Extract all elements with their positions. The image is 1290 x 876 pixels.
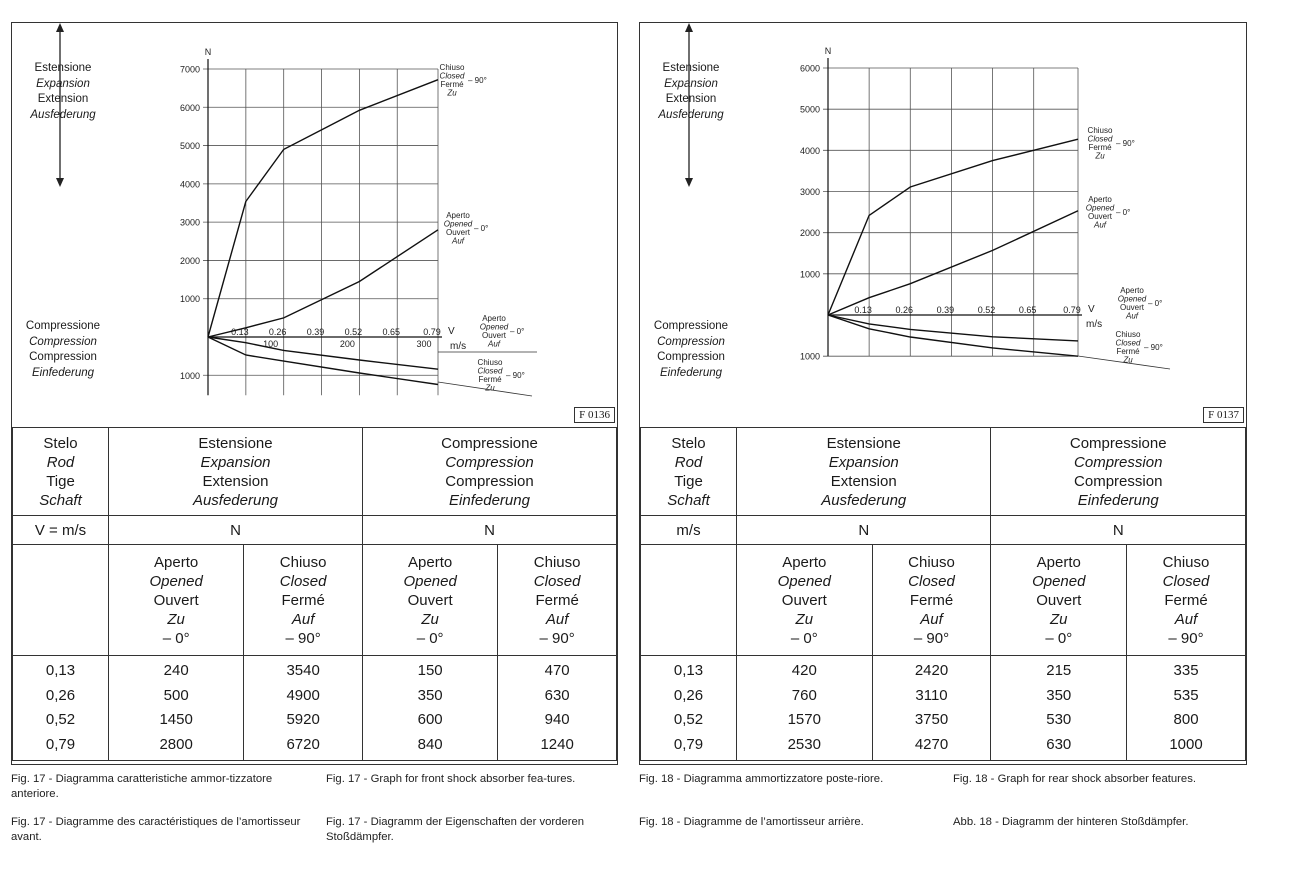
cell: 0,79 (673, 735, 704, 753)
opened-fr: Ouvert (1036, 591, 1082, 609)
exp-closed-column (872, 656, 991, 761)
y-tick-label: 1000 (799, 269, 820, 280)
label-opened-top-text: Ouvert (1087, 212, 1113, 221)
x2-tick-label: 100 (263, 339, 279, 349)
compression-de: Einfederung (1077, 491, 1159, 509)
closed-subheader (1127, 545, 1246, 656)
cell: 0,13 (45, 662, 76, 679)
cell: 1000 (1169, 735, 1203, 753)
closed-it: Chiuso (908, 553, 955, 571)
rod-fr: Tige (46, 472, 75, 490)
cell: 4900 (286, 686, 320, 704)
closed-subheader (872, 545, 991, 656)
opened-en: Opened (149, 572, 203, 590)
side-label-it: Estensione (34, 62, 92, 74)
rear-chart-area (640, 23, 1246, 427)
rod-en: Rod (674, 453, 703, 471)
opened-fr: Ouvert (407, 591, 453, 609)
x-tick-label: 0.52 (977, 305, 996, 315)
opened-subheader (737, 545, 873, 656)
label-opened-bot-text: Ouvert (481, 331, 507, 340)
rear-shock-panel (639, 22, 1247, 765)
speed-column (641, 656, 737, 761)
label-opened-top-text: Auf (451, 236, 465, 246)
label-closed-bot-text: Fermé (478, 375, 502, 384)
label-opened-bot-text: Opened (479, 322, 509, 332)
label-opened-top-angle: – 0° (1116, 208, 1131, 217)
closed-fr: Fermé (1164, 591, 1208, 609)
cell: 630 (544, 686, 570, 704)
label-closed-top-text: Closed (439, 71, 465, 81)
expansion-header (109, 428, 363, 516)
cell: 0,26 (673, 686, 704, 704)
cell: 840 (417, 735, 443, 753)
series-line-3 (208, 337, 438, 385)
side-label-it: Compressione (25, 320, 101, 332)
closed-angle: – 90° (913, 629, 950, 647)
double-arrow-icon (55, 23, 65, 187)
y-tick-label: 3000 (179, 217, 200, 228)
compression-en: Compression (1074, 453, 1163, 471)
closed-it: Chiuso (533, 553, 581, 571)
opened-de: Zu (421, 610, 439, 628)
x-tick-label: 0.79 (423, 327, 441, 337)
x-tick-label: 0.65 (382, 327, 401, 337)
compression-side-label (8, 319, 118, 381)
closed-de: Auf (545, 610, 569, 628)
label-opened-top-text: Aperto (1088, 195, 1112, 204)
label-closed-top-text: Fermé (1088, 143, 1112, 152)
closed-it: Chiuso (1162, 553, 1210, 571)
compression-en: Compression (445, 453, 534, 471)
label-closed-bot-text: Zu (1123, 355, 1133, 365)
label-closed-top-text: Zu (447, 88, 457, 98)
opened-en: Opened (403, 572, 457, 590)
label-closed-bot-angle: – 90° (506, 371, 525, 380)
rod-header (641, 428, 737, 516)
rod-it: Stelo (671, 434, 706, 452)
x-tick-label: 0.65 (1018, 305, 1037, 315)
expansion-de: Ausfederung (192, 491, 279, 509)
cell: 940 (544, 711, 570, 728)
caption-de: Fig. 17 - Diagramm der Eigenschaften der vorderen Stoßdämpfer. (326, 816, 585, 843)
closed-subheader (498, 545, 617, 656)
rod-it: Stelo (43, 434, 78, 452)
cell: 215 (1046, 662, 1072, 679)
comp-closed-column (1127, 656, 1246, 761)
caption-it: Fig. 17 - Diagramma caratteristiche ammor-tizzatore anteriore. (11, 773, 273, 800)
side-label-en: Expansion (36, 77, 90, 90)
cell: 240 (163, 662, 189, 679)
opened-fr: Ouvert (781, 591, 827, 609)
caption-fr: Fig. 18 - Diagramme de l’amortisseur arrière. (639, 816, 864, 828)
opened-de: Zu (1050, 610, 1068, 628)
figure-code: F 0136 (574, 407, 615, 423)
label-closed-bot-angle: – 90° (1144, 343, 1163, 352)
closed-fr: Fermé (909, 591, 954, 609)
compression-fr: Compression (445, 472, 534, 490)
closed-subheader (244, 545, 363, 656)
caption-en: Fig. 18 - Graph for rear shock absorber features. (953, 773, 1196, 785)
label-opened-top-text: Ouvert (445, 228, 471, 237)
cell: 0,52 (673, 711, 704, 728)
label-opened-bot-text: Ouvert (1119, 303, 1145, 312)
label-closed-bot-text: Chiuso (477, 358, 503, 367)
rod-de: Schaft (39, 491, 82, 509)
opened-angle: – 0° (1045, 629, 1073, 647)
expansion-fr: Extension (202, 472, 269, 490)
series-line-1 (828, 211, 1078, 315)
x-axis-unit: m/s (450, 341, 467, 352)
cell: 3110 (915, 686, 948, 704)
opened-de: Zu (167, 610, 185, 628)
closed-fr: Fermé (535, 591, 579, 609)
cell: 150 (417, 662, 443, 679)
y-tick-label: 1000 (179, 370, 200, 381)
label-opened-bot-text: Aperto (1120, 286, 1144, 295)
compression-it: Compressione (1069, 434, 1167, 452)
cell: 1450 (159, 711, 193, 728)
y-tick-label: 6000 (179, 102, 200, 113)
label-opened-bot-text: Aperto (482, 314, 506, 323)
unit-n: N (737, 516, 991, 545)
cell: 500 (163, 686, 189, 704)
y-tick-label: 4000 (179, 179, 200, 190)
closed-angle: – 90° (539, 629, 575, 647)
side-label-de: Einfederung (31, 366, 95, 379)
cell: 350 (1046, 686, 1072, 704)
x-tick-label: 0.13 (854, 305, 872, 315)
cell: 420 (791, 662, 817, 679)
expansion-en: Expansion (828, 453, 899, 471)
side-label-fr: Compression (29, 351, 97, 363)
opened-it: Aperto (782, 553, 827, 571)
rod-fr: Tige (674, 472, 703, 490)
cell: 3540 (286, 662, 320, 679)
cell: 630 (1046, 735, 1072, 753)
comp-opened-column (362, 656, 497, 761)
rear-data-table (640, 427, 1246, 761)
label-closed-top-text: Chiuso (1087, 126, 1113, 135)
side-label-de: Ausfederung (658, 108, 724, 121)
label-closed-top-angle: – 90° (1116, 139, 1135, 148)
label-opened-top-text: Opened (1085, 203, 1115, 213)
closed-en: Closed (1162, 572, 1210, 590)
cell: 3750 (914, 711, 949, 728)
opened-it: Aperto (408, 553, 453, 571)
label-closed-top-text: Closed (1087, 134, 1113, 144)
caption-fr: Fig. 17 - Diagramme des caractéristiques de l’amortisseur avant. (11, 816, 301, 843)
x-tick-label: 0.39 (306, 327, 325, 337)
cell: 1570 (787, 711, 821, 728)
x2-tick-label: 300 (416, 339, 432, 349)
side-label-de: Ausfederung (30, 108, 96, 121)
y-tick-label: 7000 (179, 64, 200, 75)
compression-de: Einfederung (449, 491, 530, 509)
cell: 0,52 (45, 711, 76, 728)
label-opened-top-text: Aperto (446, 211, 470, 220)
y-tick-label: 2000 (799, 228, 820, 239)
y-tick-label: 5000 (799, 104, 820, 115)
comp-opened-column (991, 656, 1127, 761)
y-axis-label: N (824, 46, 832, 56)
label-closed-bot-text: Closed (1115, 338, 1141, 348)
y-tick-label: 1000 (179, 294, 200, 305)
front-data-table (12, 427, 617, 761)
side-label-en: Expansion (664, 77, 718, 90)
rod-de: Schaft (667, 491, 710, 509)
label-closed-top-text: Fermé (440, 80, 464, 89)
y-axis-label: N (204, 47, 212, 57)
side-label-fr: Extension (37, 93, 89, 105)
cell: 0,13 (673, 662, 704, 679)
x-tick-label: 0.39 (936, 305, 955, 315)
cell: 1240 (540, 735, 574, 753)
cell: 470 (544, 662, 570, 679)
exp-closed-column (244, 656, 363, 761)
opened-subheader (991, 545, 1127, 656)
closed-de: Auf (291, 610, 315, 628)
y-tick-label: 2000 (179, 255, 200, 266)
side-label-fr: Compression (657, 351, 725, 363)
label-closed-bot-text: Closed (477, 366, 503, 376)
unit-n: N (362, 516, 616, 545)
expansion-it: Estensione (826, 434, 901, 452)
y-tick-label: 6000 (799, 63, 820, 74)
cell: 535 (1173, 686, 1199, 704)
series-line-3 (828, 315, 1078, 356)
label-opened-bot-angle: – 0° (510, 327, 525, 336)
opened-angle: – 0° (416, 629, 444, 647)
front-shock-panel (11, 22, 618, 765)
x2-tick-label: 200 (339, 339, 355, 349)
compression-header (362, 428, 616, 516)
x-tick-label: 0.26 (268, 327, 287, 337)
side-label-en: Compression (657, 335, 725, 348)
opened-de: Zu (795, 610, 814, 628)
figure-code: F 0137 (1203, 407, 1244, 423)
comp-closed-column (498, 656, 617, 761)
expansion-header (737, 428, 991, 516)
cell: 800 (1173, 711, 1199, 728)
label-opened-top-angle: – 0° (474, 224, 489, 233)
label-opened-bot-angle: – 0° (1148, 299, 1163, 308)
y-tick-label: 3000 (799, 187, 820, 197)
cell: 4270 (914, 735, 949, 753)
speed-column (13, 656, 109, 761)
cell: 350 (417, 686, 443, 704)
exp-opened-column (109, 656, 244, 761)
exp-opened-column (737, 656, 873, 761)
label-opened-bot-text: Auf (1125, 311, 1139, 321)
cell: 600 (417, 711, 443, 728)
cell: 530 (1046, 711, 1072, 728)
cell: 0,26 (45, 686, 76, 704)
opened-en: Opened (777, 572, 831, 590)
opened-it: Aperto (154, 553, 199, 571)
caption-en: Fig. 17 - Graph for front shock absorber fea-tures. (326, 773, 576, 785)
opened-angle: – 0° (162, 629, 190, 647)
closed-de: Auf (1174, 610, 1198, 628)
unit-n: N (109, 516, 363, 545)
x-tick-label: 0.52 (344, 327, 363, 337)
y-tick-label: 5000 (179, 141, 200, 152)
opened-subheader (362, 545, 497, 656)
unit-label: m/s (641, 516, 737, 545)
expansion-de: Ausfederung (821, 491, 907, 509)
label-closed-bot-text: Fermé (1116, 347, 1140, 356)
label-closed-top-text: Chiuso (439, 63, 465, 72)
opened-subheader (109, 545, 244, 656)
caption-it: Fig. 18 - Diagramma ammortizzatore poste-riore. (639, 773, 884, 785)
label-closed-bot-text: Chiuso (1115, 330, 1141, 339)
closed-angle: – 90° (285, 629, 321, 647)
cell: 6720 (286, 735, 320, 753)
rod-en: Rod (46, 453, 75, 471)
unit-n: N (991, 516, 1246, 545)
closed-de: Auf (920, 610, 943, 628)
label-opened-top-text: Opened (443, 219, 473, 229)
expansion-it: Estensione (198, 434, 273, 452)
closed-en: Closed (908, 572, 955, 590)
side-label-en: Compression (29, 335, 97, 348)
side-label-de: Einfederung (659, 366, 723, 379)
opened-en: Opened (1032, 572, 1086, 590)
closed-angle: – 90° (1168, 629, 1204, 647)
opened-angle: – 0° (790, 629, 818, 647)
label-opened-bot-text: Opened (1117, 294, 1147, 304)
x-tick-label: 0.79 (1063, 305, 1081, 315)
closed-it: Chiuso (279, 553, 327, 571)
label-opened-top-text: Auf (1093, 220, 1107, 230)
side-label-it: Compressione (653, 320, 729, 332)
front-chart-area (12, 23, 617, 427)
compression-header (991, 428, 1246, 516)
compression-fr: Compression (1074, 472, 1163, 490)
label-closed-top-angle: – 90° (468, 76, 487, 85)
expansion-fr: Extension (830, 472, 897, 490)
y-tick-label: 4000 (799, 145, 820, 156)
cell: 2800 (159, 735, 193, 753)
double-arrow-icon (684, 23, 694, 187)
x-axis-label: V (448, 326, 455, 337)
x-tick-label: 0.26 (895, 305, 914, 315)
label-opened-bot-text: Auf (487, 339, 501, 349)
empty-cell (13, 545, 109, 656)
closed-en: Closed (533, 572, 581, 590)
y-tick-label: 1000 (799, 351, 820, 362)
opened-it: Aperto (1036, 553, 1081, 571)
cell: 5920 (286, 711, 320, 728)
closed-fr: Fermé (281, 591, 325, 609)
x-tick-label: 0.13 (231, 327, 249, 337)
cell: 0,79 (45, 735, 76, 753)
side-label-fr: Extension (665, 93, 717, 105)
cell: 2530 (787, 735, 821, 753)
cell: 2420 (914, 662, 949, 679)
caption-de: Abb. 18 - Diagramm der hinteren Stoßdämpfer. (953, 816, 1189, 828)
empty-cell (641, 545, 737, 656)
series-line-1 (208, 230, 438, 337)
cell: 760 (791, 686, 817, 704)
closed-en: Closed (279, 572, 327, 590)
series-line-0 (828, 139, 1078, 315)
opened-fr: Ouvert (153, 591, 199, 609)
label-closed-bot-text: Zu (485, 383, 495, 393)
x-axis-unit: m/s (1086, 319, 1103, 330)
rod-header (13, 428, 109, 516)
label-closed-top-text: Zu (1095, 151, 1105, 161)
expansion-en: Expansion (200, 453, 271, 471)
compression-side-label (636, 319, 746, 381)
cell: 335 (1173, 662, 1199, 679)
unit-label: V = m/s (13, 516, 109, 545)
x-axis-label: V (1088, 304, 1095, 315)
side-label-it: Estensione (662, 62, 720, 74)
compression-it: Compressione (441, 434, 538, 452)
